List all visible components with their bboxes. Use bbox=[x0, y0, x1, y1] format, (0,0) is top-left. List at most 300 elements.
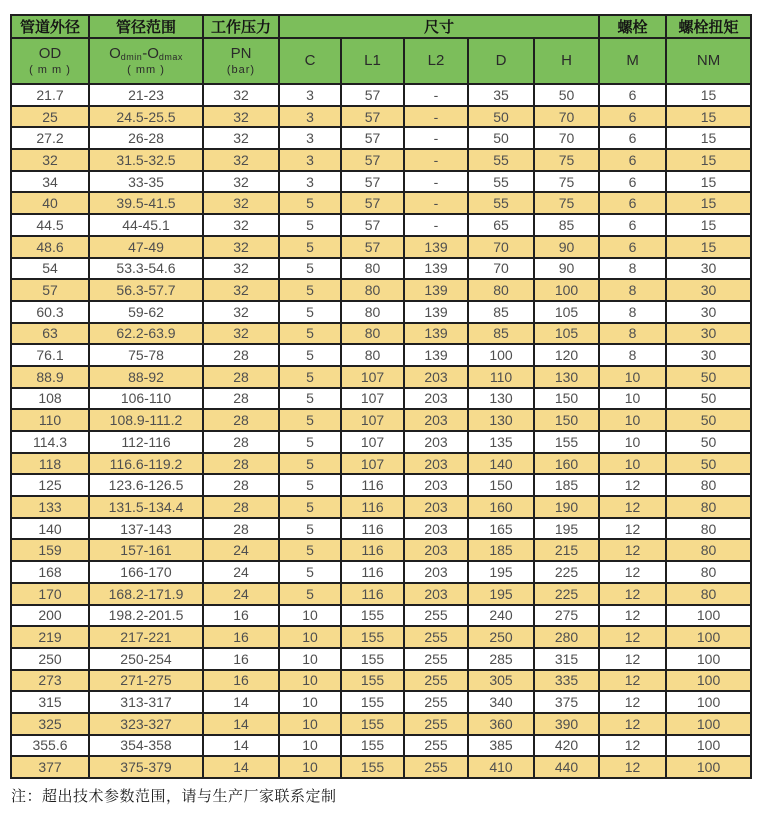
cell-r30-c7: 360 bbox=[468, 713, 534, 735]
cell-r2-c7: 50 bbox=[468, 106, 534, 128]
cell-r16-c2: 108.9-111.2 bbox=[89, 409, 203, 431]
cell-r21-c3: 28 bbox=[203, 518, 279, 540]
cell-r8-c6: 139 bbox=[404, 236, 468, 258]
sub-header-top: L2 bbox=[427, 51, 445, 69]
cell-r11-c1: 60.3 bbox=[11, 301, 89, 323]
cell-r4-c3: 32 bbox=[203, 149, 279, 171]
sub-header-top: D bbox=[495, 51, 507, 69]
table-row bbox=[11, 323, 751, 345]
cell-r20-c10: 80 bbox=[666, 496, 751, 518]
cell-r20-c2: 131.5-134.4 bbox=[89, 496, 203, 518]
cell-r25-c10: 100 bbox=[666, 605, 751, 627]
cell-r2-c1: 25 bbox=[11, 106, 89, 128]
cell-r1-c5: 57 bbox=[341, 84, 404, 106]
cell-r24-c10: 80 bbox=[666, 583, 751, 605]
cell-r32-c9: 12 bbox=[599, 756, 666, 778]
sub-header-unit: (bar) bbox=[226, 63, 256, 76]
cell-r15-c3: 28 bbox=[203, 388, 279, 410]
cell-r20-c4: 5 bbox=[279, 496, 341, 518]
cell-r25-c3: 16 bbox=[203, 605, 279, 627]
cell-r21-c6: 203 bbox=[404, 518, 468, 540]
cell-r31-c2: 354-358 bbox=[89, 735, 203, 757]
cell-r22-c1: 159 bbox=[11, 539, 89, 561]
cell-r32-c8: 440 bbox=[534, 756, 599, 778]
cell-r12-c7: 85 bbox=[468, 323, 534, 345]
sub-header-1 bbox=[89, 38, 203, 84]
cell-r18-c6: 203 bbox=[404, 453, 468, 475]
table-row bbox=[11, 474, 751, 496]
cell-r32-c2: 375-379 bbox=[89, 756, 203, 778]
cell-r25-c2: 198.2-201.5 bbox=[89, 605, 203, 627]
cell-r32-c3: 14 bbox=[203, 756, 279, 778]
cell-r20-c1: 133 bbox=[11, 496, 89, 518]
table-row bbox=[11, 453, 751, 475]
cell-r4-c1: 32 bbox=[11, 149, 89, 171]
cell-r24-c1: 170 bbox=[11, 583, 89, 605]
cell-r31-c3: 14 bbox=[203, 735, 279, 757]
cell-r6-c7: 55 bbox=[468, 192, 534, 214]
table-row bbox=[11, 496, 751, 518]
cell-r8-c2: 47-49 bbox=[89, 236, 203, 258]
cell-r4-c4: 3 bbox=[279, 149, 341, 171]
cell-r23-c5: 116 bbox=[341, 561, 404, 583]
cell-r18-c4: 5 bbox=[279, 453, 341, 475]
cell-r10-c3: 32 bbox=[203, 279, 279, 301]
cell-r32-c1: 377 bbox=[11, 756, 89, 778]
formula-part: dmin bbox=[120, 52, 143, 63]
cell-r19-c10: 80 bbox=[666, 474, 751, 496]
cell-r22-c5: 116 bbox=[341, 539, 404, 561]
cell-r25-c9: 12 bbox=[599, 605, 666, 627]
cell-r25-c8: 275 bbox=[534, 605, 599, 627]
cell-r25-c4: 10 bbox=[279, 605, 341, 627]
sub-header-unit: ( mm ) bbox=[127, 63, 165, 76]
cell-r13-c7: 100 bbox=[468, 344, 534, 366]
sub-header-top: NM bbox=[696, 51, 721, 69]
cell-r1-c10: 15 bbox=[666, 84, 751, 106]
table-row bbox=[11, 583, 751, 605]
cell-r3-c4: 3 bbox=[279, 127, 341, 149]
cell-r5-c5: 57 bbox=[341, 171, 404, 193]
cell-r17-c2: 112-116 bbox=[89, 431, 203, 453]
cell-r4-c10: 15 bbox=[666, 149, 751, 171]
cell-r14-c7: 110 bbox=[468, 366, 534, 388]
cell-r31-c8: 420 bbox=[534, 735, 599, 757]
cell-r3-c6: - bbox=[404, 127, 468, 149]
cell-r19-c1: 125 bbox=[11, 474, 89, 496]
cell-r9-c5: 80 bbox=[341, 258, 404, 280]
cell-r6-c6: - bbox=[404, 192, 468, 214]
table-row bbox=[11, 735, 751, 757]
cell-r31-c5: 155 bbox=[341, 735, 404, 757]
cell-r24-c3: 24 bbox=[203, 583, 279, 605]
cell-r31-c10: 100 bbox=[666, 735, 751, 757]
cell-r6-c4: 5 bbox=[279, 192, 341, 214]
cell-r28-c2: 271-275 bbox=[89, 670, 203, 692]
cell-r28-c7: 305 bbox=[468, 670, 534, 692]
cell-r9-c7: 70 bbox=[468, 258, 534, 280]
cell-r25-c5: 155 bbox=[341, 605, 404, 627]
group-header-5: 螺栓扭矩 bbox=[666, 15, 751, 38]
cell-r27-c3: 16 bbox=[203, 648, 279, 670]
sub-header-7 bbox=[534, 38, 599, 84]
cell-r5-c4: 3 bbox=[279, 171, 341, 193]
cell-r15-c4: 5 bbox=[279, 388, 341, 410]
cell-r12-c4: 5 bbox=[279, 323, 341, 345]
cell-r7-c5: 57 bbox=[341, 214, 404, 236]
sub-header-5 bbox=[404, 38, 468, 84]
table-row bbox=[11, 236, 751, 258]
cell-r23-c4: 5 bbox=[279, 561, 341, 583]
cell-r31-c9: 12 bbox=[599, 735, 666, 757]
cell-r17-c7: 135 bbox=[468, 431, 534, 453]
cell-r28-c5: 155 bbox=[341, 670, 404, 692]
cell-r10-c7: 80 bbox=[468, 279, 534, 301]
formula-part: - bbox=[142, 45, 148, 63]
cell-r31-c6: 255 bbox=[404, 735, 468, 757]
cell-r10-c5: 80 bbox=[341, 279, 404, 301]
cell-r28-c8: 335 bbox=[534, 670, 599, 692]
cell-r1-c6: - bbox=[404, 84, 468, 106]
cell-r2-c8: 70 bbox=[534, 106, 599, 128]
cell-r15-c8: 150 bbox=[534, 388, 599, 410]
cell-r6-c3: 32 bbox=[203, 192, 279, 214]
cell-r19-c9: 12 bbox=[599, 474, 666, 496]
cell-r16-c6: 203 bbox=[404, 409, 468, 431]
cell-r17-c8: 155 bbox=[534, 431, 599, 453]
cell-r9-c1: 54 bbox=[11, 258, 89, 280]
cell-r3-c3: 32 bbox=[203, 127, 279, 149]
cell-r22-c7: 185 bbox=[468, 539, 534, 561]
table-row bbox=[11, 605, 751, 627]
cell-r15-c7: 130 bbox=[468, 388, 534, 410]
cell-r4-c7: 55 bbox=[468, 149, 534, 171]
table-row bbox=[11, 626, 751, 648]
cell-r9-c10: 30 bbox=[666, 258, 751, 280]
table-row bbox=[11, 756, 751, 778]
cell-r29-c7: 340 bbox=[468, 691, 534, 713]
cell-r23-c3: 24 bbox=[203, 561, 279, 583]
cell-r21-c10: 80 bbox=[666, 518, 751, 540]
cell-r14-c2: 88-92 bbox=[89, 366, 203, 388]
cell-r19-c3: 28 bbox=[203, 474, 279, 496]
cell-r1-c1: 21.7 bbox=[11, 84, 89, 106]
cell-r18-c1: 118 bbox=[11, 453, 89, 475]
cell-r10-c1: 57 bbox=[11, 279, 89, 301]
cell-r13-c8: 120 bbox=[534, 344, 599, 366]
cell-r12-c5: 80 bbox=[341, 323, 404, 345]
cell-r19-c4: 5 bbox=[279, 474, 341, 496]
cell-r11-c4: 5 bbox=[279, 301, 341, 323]
cell-r22-c3: 24 bbox=[203, 539, 279, 561]
cell-r14-c9: 10 bbox=[599, 366, 666, 388]
cell-r4-c5: 57 bbox=[341, 149, 404, 171]
table-row bbox=[11, 127, 751, 149]
cell-r27-c6: 255 bbox=[404, 648, 468, 670]
cell-r10-c6: 139 bbox=[404, 279, 468, 301]
cell-r6-c9: 6 bbox=[599, 192, 666, 214]
cell-r23-c10: 80 bbox=[666, 561, 751, 583]
cell-r32-c7: 410 bbox=[468, 756, 534, 778]
cell-r17-c4: 5 bbox=[279, 431, 341, 453]
cell-r25-c7: 240 bbox=[468, 605, 534, 627]
cell-r28-c6: 255 bbox=[404, 670, 468, 692]
cell-r17-c6: 203 bbox=[404, 431, 468, 453]
cell-r8-c4: 5 bbox=[279, 236, 341, 258]
cell-r20-c6: 203 bbox=[404, 496, 468, 518]
cell-r11-c5: 80 bbox=[341, 301, 404, 323]
cell-r3-c1: 27.2 bbox=[11, 127, 89, 149]
sub-header-3 bbox=[279, 38, 341, 84]
cell-r15-c5: 107 bbox=[341, 388, 404, 410]
cell-r22-c4: 5 bbox=[279, 539, 341, 561]
cell-r17-c3: 28 bbox=[203, 431, 279, 453]
cell-r14-c8: 130 bbox=[534, 366, 599, 388]
cell-r9-c8: 90 bbox=[534, 258, 599, 280]
cell-r29-c5: 155 bbox=[341, 691, 404, 713]
cell-r10-c4: 5 bbox=[279, 279, 341, 301]
table-row bbox=[11, 301, 751, 323]
cell-r8-c10: 15 bbox=[666, 236, 751, 258]
cell-r24-c7: 195 bbox=[468, 583, 534, 605]
cell-r16-c8: 150 bbox=[534, 409, 599, 431]
cell-r9-c6: 139 bbox=[404, 258, 468, 280]
table-header bbox=[11, 15, 751, 84]
cell-r14-c3: 28 bbox=[203, 366, 279, 388]
cell-r20-c5: 116 bbox=[341, 496, 404, 518]
cell-r11-c6: 139 bbox=[404, 301, 468, 323]
cell-r23-c2: 166-170 bbox=[89, 561, 203, 583]
cell-r19-c2: 123.6-126.5 bbox=[89, 474, 203, 496]
cell-r7-c1: 44.5 bbox=[11, 214, 89, 236]
cell-r13-c4: 5 bbox=[279, 344, 341, 366]
table-row bbox=[11, 279, 751, 301]
cell-r13-c1: 76.1 bbox=[11, 344, 89, 366]
sub-header-9 bbox=[666, 38, 751, 84]
cell-r29-c4: 10 bbox=[279, 691, 341, 713]
table-row bbox=[11, 670, 751, 692]
cell-r28-c4: 10 bbox=[279, 670, 341, 692]
cell-r9-c4: 5 bbox=[279, 258, 341, 280]
cell-r15-c10: 50 bbox=[666, 388, 751, 410]
cell-r7-c10: 15 bbox=[666, 214, 751, 236]
cell-r5-c9: 6 bbox=[599, 171, 666, 193]
cell-r7-c3: 32 bbox=[203, 214, 279, 236]
sub-header-0 bbox=[11, 38, 89, 84]
cell-r30-c2: 323-327 bbox=[89, 713, 203, 735]
cell-r7-c2: 44-45.1 bbox=[89, 214, 203, 236]
cell-r27-c8: 315 bbox=[534, 648, 599, 670]
cell-r2-c10: 15 bbox=[666, 106, 751, 128]
sub-header-6 bbox=[468, 38, 534, 84]
cell-r24-c4: 5 bbox=[279, 583, 341, 605]
sub-header-top: OD bbox=[38, 45, 62, 63]
table-row bbox=[11, 192, 751, 214]
cell-r16-c4: 5 bbox=[279, 409, 341, 431]
cell-r1-c8: 50 bbox=[534, 84, 599, 106]
cell-r28-c3: 16 bbox=[203, 670, 279, 692]
cell-r12-c9: 8 bbox=[599, 323, 666, 345]
cell-r13-c2: 75-78 bbox=[89, 344, 203, 366]
cell-r21-c4: 5 bbox=[279, 518, 341, 540]
cell-r19-c8: 185 bbox=[534, 474, 599, 496]
cell-r26-c3: 16 bbox=[203, 626, 279, 648]
cell-r13-c5: 80 bbox=[341, 344, 404, 366]
table-row bbox=[11, 258, 751, 280]
cell-r25-c6: 255 bbox=[404, 605, 468, 627]
cell-r11-c3: 32 bbox=[203, 301, 279, 323]
cell-r32-c6: 255 bbox=[404, 756, 468, 778]
cell-r3-c10: 15 bbox=[666, 127, 751, 149]
cell-r10-c10: 30 bbox=[666, 279, 751, 301]
cell-r18-c9: 10 bbox=[599, 453, 666, 475]
cell-r9-c2: 53.3-54.6 bbox=[89, 258, 203, 280]
table-row bbox=[11, 106, 751, 128]
cell-r24-c9: 12 bbox=[599, 583, 666, 605]
cell-r21-c8: 195 bbox=[534, 518, 599, 540]
sub-header-4 bbox=[341, 38, 404, 84]
cell-r5-c10: 15 bbox=[666, 171, 751, 193]
cell-r8-c8: 90 bbox=[534, 236, 599, 258]
sub-header-top: PN bbox=[230, 45, 252, 63]
cell-r5-c6: - bbox=[404, 171, 468, 193]
cell-r2-c2: 24.5-25.5 bbox=[89, 106, 203, 128]
cell-r5-c1: 34 bbox=[11, 171, 89, 193]
cell-r12-c8: 105 bbox=[534, 323, 599, 345]
table-row bbox=[11, 388, 751, 410]
cell-r16-c1: 110 bbox=[11, 409, 89, 431]
cell-r24-c8: 225 bbox=[534, 583, 599, 605]
cell-r5-c8: 75 bbox=[534, 171, 599, 193]
cell-r18-c8: 160 bbox=[534, 453, 599, 475]
cell-r26-c5: 155 bbox=[341, 626, 404, 648]
sub-header-unit: ( m m ) bbox=[29, 63, 71, 76]
formula-part: dmax bbox=[158, 52, 183, 63]
cell-r23-c8: 225 bbox=[534, 561, 599, 583]
cell-r24-c6: 203 bbox=[404, 583, 468, 605]
cell-r18-c7: 140 bbox=[468, 453, 534, 475]
cell-r2-c5: 57 bbox=[341, 106, 404, 128]
cell-r19-c7: 150 bbox=[468, 474, 534, 496]
cell-r7-c9: 6 bbox=[599, 214, 666, 236]
cell-r7-c4: 5 bbox=[279, 214, 341, 236]
cell-r5-c2: 33-35 bbox=[89, 171, 203, 193]
cell-r29-c10: 100 bbox=[666, 691, 751, 713]
cell-r6-c10: 15 bbox=[666, 192, 751, 214]
footnote: 注：超出技术参数范围，请与生产厂家联系定制 bbox=[11, 789, 337, 805]
formula-part: O bbox=[109, 45, 121, 63]
cell-r11-c7: 85 bbox=[468, 301, 534, 323]
table-row bbox=[11, 84, 751, 106]
cell-r11-c9: 8 bbox=[599, 301, 666, 323]
cell-r8-c7: 70 bbox=[468, 236, 534, 258]
pipe-spec-table bbox=[10, 14, 752, 779]
cell-r29-c8: 375 bbox=[534, 691, 599, 713]
cell-r23-c7: 195 bbox=[468, 561, 534, 583]
cell-r8-c1: 48.6 bbox=[11, 236, 89, 258]
cell-r26-c9: 12 bbox=[599, 626, 666, 648]
cell-r2-c9: 6 bbox=[599, 106, 666, 128]
cell-r17-c5: 107 bbox=[341, 431, 404, 453]
cell-r24-c5: 116 bbox=[341, 583, 404, 605]
cell-r16-c3: 28 bbox=[203, 409, 279, 431]
cell-r18-c2: 116.6-119.2 bbox=[89, 453, 203, 475]
cell-r16-c7: 130 bbox=[468, 409, 534, 431]
cell-r17-c1: 114.3 bbox=[11, 431, 89, 453]
table-row bbox=[11, 713, 751, 735]
cell-r4-c9: 6 bbox=[599, 149, 666, 171]
cell-r12-c10: 30 bbox=[666, 323, 751, 345]
cell-r14-c5: 107 bbox=[341, 366, 404, 388]
formula-part: O bbox=[147, 45, 159, 63]
cell-r30-c10: 100 bbox=[666, 713, 751, 735]
cell-r13-c10: 30 bbox=[666, 344, 751, 366]
cell-r32-c10: 100 bbox=[666, 756, 751, 778]
cell-r26-c2: 217-221 bbox=[89, 626, 203, 648]
cell-r3-c8: 70 bbox=[534, 127, 599, 149]
cell-r16-c10: 50 bbox=[666, 409, 751, 431]
cell-r30-c6: 255 bbox=[404, 713, 468, 735]
cell-r12-c6: 139 bbox=[404, 323, 468, 345]
cell-r30-c9: 12 bbox=[599, 713, 666, 735]
group-header-1: 管径范围 bbox=[89, 15, 203, 38]
table-row bbox=[11, 214, 751, 236]
table-row bbox=[11, 518, 751, 540]
cell-r6-c5: 57 bbox=[341, 192, 404, 214]
cell-r1-c9: 6 bbox=[599, 84, 666, 106]
cell-r6-c8: 75 bbox=[534, 192, 599, 214]
cell-r22-c9: 12 bbox=[599, 539, 666, 561]
cell-r26-c4: 10 bbox=[279, 626, 341, 648]
cell-r18-c5: 107 bbox=[341, 453, 404, 475]
table-row bbox=[11, 431, 751, 453]
cell-r12-c2: 62.2-63.9 bbox=[89, 323, 203, 345]
cell-r15-c2: 106-110 bbox=[89, 388, 203, 410]
group-header-2: 工作压力 bbox=[203, 15, 279, 38]
cell-r11-c2: 59-62 bbox=[89, 301, 203, 323]
cell-r29-c6: 255 bbox=[404, 691, 468, 713]
cell-r29-c9: 12 bbox=[599, 691, 666, 713]
cell-r10-c9: 8 bbox=[599, 279, 666, 301]
cell-r20-c3: 28 bbox=[203, 496, 279, 518]
cell-r26-c10: 100 bbox=[666, 626, 751, 648]
cell-r1-c2: 21-23 bbox=[89, 84, 203, 106]
sub-header-top: C bbox=[304, 51, 316, 69]
cell-r21-c5: 116 bbox=[341, 518, 404, 540]
cell-r5-c3: 32 bbox=[203, 171, 279, 193]
cell-r9-c9: 8 bbox=[599, 258, 666, 280]
cell-r28-c10: 100 bbox=[666, 670, 751, 692]
cell-r13-c9: 8 bbox=[599, 344, 666, 366]
cell-r28-c9: 12 bbox=[599, 670, 666, 692]
cell-r1-c7: 35 bbox=[468, 84, 534, 106]
spec-sheet bbox=[10, 14, 751, 779]
cell-r14-c6: 203 bbox=[404, 366, 468, 388]
cell-r19-c5: 116 bbox=[341, 474, 404, 496]
sub-header-top: H bbox=[561, 51, 572, 69]
cell-r12-c1: 63 bbox=[11, 323, 89, 345]
table-row bbox=[11, 409, 751, 431]
cell-r10-c2: 56.3-57.7 bbox=[89, 279, 203, 301]
cell-r4-c2: 31.5-32.5 bbox=[89, 149, 203, 171]
sub-header-8 bbox=[599, 38, 666, 84]
cell-r10-c8: 100 bbox=[534, 279, 599, 301]
cell-r15-c9: 10 bbox=[599, 388, 666, 410]
table-row bbox=[11, 366, 751, 388]
cell-r22-c6: 203 bbox=[404, 539, 468, 561]
cell-r12-c3: 32 bbox=[203, 323, 279, 345]
cell-r27-c2: 250-254 bbox=[89, 648, 203, 670]
